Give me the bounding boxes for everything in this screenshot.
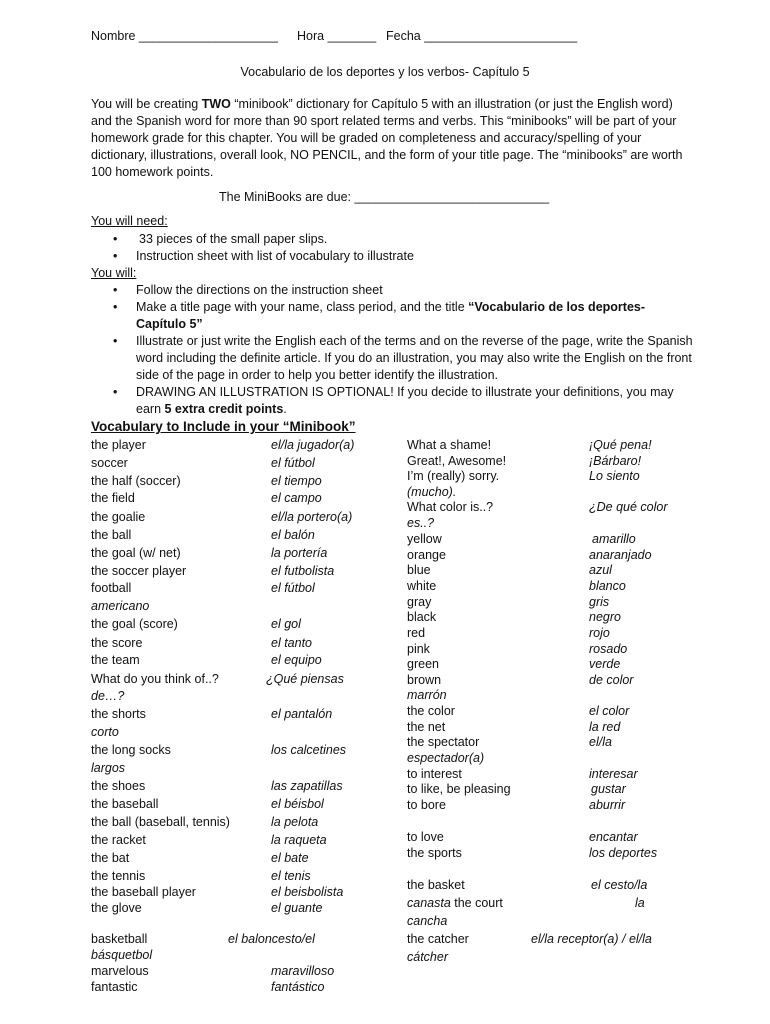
right-en-21: the sports bbox=[407, 846, 462, 860]
right-es-22: el cesto/la bbox=[591, 878, 648, 892]
left-en-7: the soccer player bbox=[91, 564, 187, 578]
left-es-15: las zapatillas bbox=[271, 779, 343, 793]
left-en-12: What do you think of..? bbox=[91, 672, 219, 686]
right-es-23: el/la receptor(a) / el/la bbox=[531, 932, 652, 946]
list-item bbox=[91, 248, 696, 265]
left-en-17: the ball (baseball, tennis) bbox=[91, 815, 230, 829]
left-wrap-4: básquetbol bbox=[91, 948, 153, 962]
right-es-10: rojo bbox=[589, 626, 610, 640]
left-en-20: the tennis bbox=[91, 869, 146, 883]
right-es-9: negro bbox=[589, 610, 621, 624]
left-en-2: the half (soccer) bbox=[91, 474, 181, 488]
right-en-15: the net bbox=[407, 720, 446, 734]
left-en-18: the racket bbox=[91, 833, 146, 847]
right-en-5: orange bbox=[407, 548, 446, 562]
will-item-4b: 5 extra credit points bbox=[164, 402, 284, 416]
hora-field: Hora _______ bbox=[297, 29, 377, 43]
will-list bbox=[91, 282, 696, 418]
right-es-8: gris bbox=[589, 595, 610, 609]
right-en-12: green bbox=[407, 657, 439, 671]
intro-bold: TWO bbox=[201, 97, 231, 111]
right-en-2: I’m (really) sorry. bbox=[407, 469, 500, 483]
right-en-7: white bbox=[407, 579, 437, 593]
left-es-8: el fútbol bbox=[271, 581, 315, 595]
will-item-4a: DRAWING AN ILLUSTRATION IS OPTIONAL! If you decide to illustrate your definitions, you may earn bbox=[136, 385, 674, 416]
left-es-24: maravilloso bbox=[271, 964, 335, 978]
right-es-6: azul bbox=[589, 563, 612, 577]
page-title: Vocabulario de los deportes y los verbos- Capítulo 5 bbox=[240, 65, 530, 79]
will-item-1: Follow the directions on the instruction sheet bbox=[136, 283, 383, 297]
list-item bbox=[91, 384, 696, 418]
right-canasta-line bbox=[407, 895, 503, 911]
right-es-15: la red bbox=[589, 720, 621, 734]
right-canasta-es: canasta bbox=[407, 896, 451, 910]
need-item-1: 33 pieces of the small paper slips. bbox=[139, 232, 328, 246]
left-es-4: el/la portero(a) bbox=[271, 510, 353, 524]
vocab-heading: Vocabulary to Include in your “Minibook” bbox=[91, 419, 356, 434]
left-es-2: el tiempo bbox=[271, 474, 322, 488]
nombre-field: Nombre ____________________ bbox=[91, 29, 278, 43]
right-es-12: verde bbox=[589, 657, 621, 671]
left-en-23: basketball bbox=[91, 932, 148, 946]
left-es-16: el béisbol bbox=[271, 797, 324, 811]
left-en-14: the long socks bbox=[91, 743, 171, 757]
right-wrap-1: es..? bbox=[407, 516, 435, 530]
will-item-2a: Make a title page with your name, class period, and the title bbox=[136, 300, 469, 314]
right-es-21: los deportes bbox=[589, 846, 658, 860]
left-en-24: marvelous bbox=[91, 964, 149, 978]
list-item bbox=[91, 333, 696, 384]
left-es-7: el futbolista bbox=[271, 564, 335, 578]
left-en-9: the goal (score) bbox=[91, 617, 178, 631]
right-es-0: ¡Qué pena! bbox=[589, 438, 652, 452]
right-en-19: to bore bbox=[407, 798, 446, 812]
left-es-1: el fútbol bbox=[271, 456, 315, 470]
left-wrap-2: corto bbox=[91, 725, 119, 739]
left-en-21: the baseball player bbox=[91, 885, 196, 899]
left-es-6: la portería bbox=[271, 546, 328, 560]
right-es-3: ¿De qué color bbox=[589, 500, 668, 514]
right-wrap-5: cátcher bbox=[407, 950, 448, 964]
right-canasta-la: la bbox=[635, 896, 645, 910]
right-es-7: blanco bbox=[589, 579, 626, 593]
left-es-0: el/la jugador(a) bbox=[271, 438, 355, 452]
right-en-18: to like, be pleasing bbox=[407, 782, 511, 796]
list-item bbox=[91, 231, 696, 248]
right-en-16: the spectator bbox=[407, 735, 480, 749]
left-es-11: el equipo bbox=[271, 653, 322, 667]
left-es-25: fantástico bbox=[271, 980, 325, 994]
will-item-3: Illustrate or just write the English each of the terms and on the reverse of the page, write the Spanish word including the definite article. If you do an illustration, you may also write the English on the front side of the page in order to help you better identify the illustration. bbox=[136, 334, 693, 382]
right-wrap-0: (mucho). bbox=[407, 485, 457, 499]
left-es-17: la pelota bbox=[271, 815, 319, 829]
left-en-16: the baseball bbox=[91, 797, 159, 811]
left-en-10: the score bbox=[91, 636, 143, 650]
right-es-2: Lo siento bbox=[589, 469, 640, 483]
right-es-17: interesar bbox=[589, 767, 638, 781]
left-en-15: the shoes bbox=[91, 779, 146, 793]
right-en-20: to love bbox=[407, 830, 444, 844]
left-en-6: the goal (w/ net) bbox=[91, 546, 181, 560]
right-en-9: black bbox=[407, 610, 437, 624]
left-wrap-3: largos bbox=[91, 761, 126, 775]
need-heading: You will need: bbox=[91, 214, 168, 228]
will-heading: You will: bbox=[91, 266, 137, 280]
left-es-18: la raqueta bbox=[271, 833, 327, 847]
right-wrap-2: marrón bbox=[407, 688, 447, 702]
left-es-13: el pantalón bbox=[271, 707, 333, 721]
left-es-20: el tenis bbox=[271, 869, 311, 883]
right-wrap-4: cancha bbox=[407, 914, 448, 928]
intro-paragraph bbox=[91, 96, 691, 181]
need-item-2: Instruction sheet with list of vocabulary to illustrate bbox=[136, 249, 414, 263]
left-es-21: el beisbolista bbox=[271, 885, 344, 899]
left-en-5: the ball bbox=[91, 528, 132, 542]
right-es-19: aburrir bbox=[589, 798, 626, 812]
left-en-1: soccer bbox=[91, 456, 128, 470]
right-es-14: el color bbox=[589, 704, 630, 718]
left-es-9: el gol bbox=[271, 617, 301, 631]
right-en-1: Great!, Awesome! bbox=[407, 454, 507, 468]
right-en-3: What color is..? bbox=[407, 500, 494, 514]
left-es-14: los calcetines bbox=[271, 743, 347, 757]
intro-text-1: You will be creating bbox=[91, 97, 202, 111]
right-en-10: red bbox=[407, 626, 426, 640]
right-es-11: rosado bbox=[589, 642, 628, 656]
left-es-12: ¿Qué piensas bbox=[266, 672, 344, 686]
right-en-8: gray bbox=[407, 595, 432, 609]
right-es-1: ¡Bárbaro! bbox=[589, 454, 642, 468]
left-es-10: el tanto bbox=[271, 636, 313, 650]
right-en-0: What a shame! bbox=[407, 438, 492, 452]
right-en-11: pink bbox=[407, 642, 430, 656]
left-en-25: fantastic bbox=[91, 980, 138, 994]
left-en-3: the field bbox=[91, 491, 135, 505]
right-wrap-3: espectador(a) bbox=[407, 751, 485, 765]
due-line: The MiniBooks are due: ____________________________ bbox=[219, 190, 550, 204]
right-es-5: anaranjado bbox=[589, 548, 652, 562]
left-en-4: the goalie bbox=[91, 510, 146, 524]
right-en-6: blue bbox=[407, 563, 431, 577]
list-item bbox=[91, 282, 696, 299]
fecha-field: Fecha ______________________ bbox=[386, 29, 578, 43]
right-es-13: de color bbox=[589, 673, 634, 687]
right-es-16: el/la bbox=[589, 735, 612, 749]
left-en-0: the player bbox=[91, 438, 146, 452]
left-es-3: el campo bbox=[271, 491, 322, 505]
left-es-23: el baloncesto/el bbox=[228, 932, 315, 946]
left-en-8: football bbox=[91, 581, 132, 595]
will-item-2b: “Vocabulario de los deportes- Capítulo 5” bbox=[136, 300, 646, 331]
left-en-19: the bat bbox=[91, 851, 130, 865]
left-es-19: el bate bbox=[271, 851, 309, 865]
left-es-22: el guante bbox=[271, 901, 323, 915]
list-item bbox=[91, 299, 696, 333]
right-en-4: yellow bbox=[407, 532, 442, 546]
right-canasta-en: the court bbox=[450, 896, 503, 910]
left-en-22: the glove bbox=[91, 901, 142, 915]
right-en-13: brown bbox=[407, 673, 442, 687]
left-wrap-0: americano bbox=[91, 599, 150, 613]
right-en-14: the color bbox=[407, 704, 455, 718]
right-es-4: amarillo bbox=[592, 532, 636, 546]
right-en-23: the catcher bbox=[407, 932, 469, 946]
right-es-18: gustar bbox=[591, 782, 626, 796]
need-list bbox=[91, 231, 696, 265]
right-en-22: the basket bbox=[407, 878, 465, 892]
left-es-5: el balón bbox=[271, 528, 315, 542]
left-en-13: the shorts bbox=[91, 707, 146, 721]
intro-text-2: “minibook” dictionary for Capítulo 5 with an illustration (or just the English word) and the Spanish word for more than 90 sport related terms and verbs. This “minibooks” will be part of your homework grade for this chapter. You will be graded on completeness and accuracy/spelling of your dictionary, illustrations, overall look, NO PENCIL, and the form of your title page. The “minibooks” are worth 100 homework points. bbox=[91, 97, 683, 179]
will-item-4c: . bbox=[283, 402, 287, 416]
right-es-20: encantar bbox=[589, 830, 638, 844]
left-wrap-1: de…? bbox=[91, 689, 125, 703]
left-en-11: the team bbox=[91, 653, 140, 667]
right-en-17: to interest bbox=[407, 767, 462, 781]
